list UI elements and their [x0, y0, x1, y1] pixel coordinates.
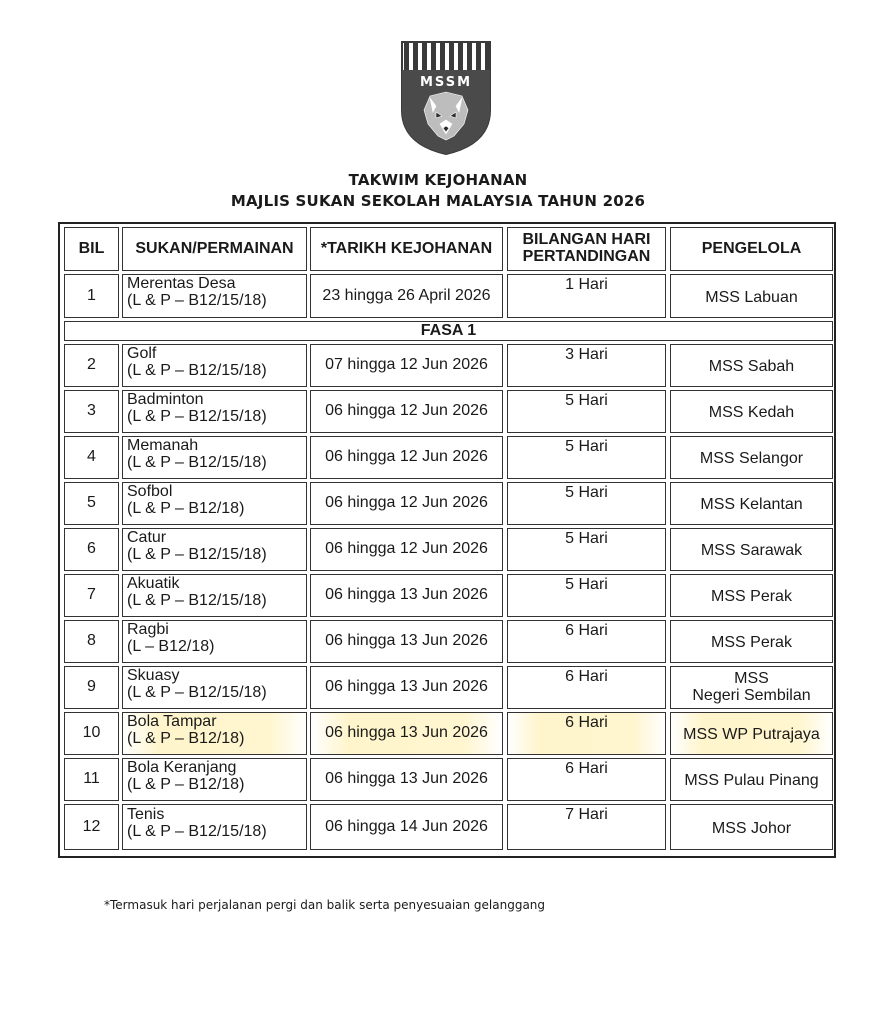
cell-tarikh: 06 hingga 13 Jun 2026 — [310, 758, 503, 801]
cell-pengelola — [670, 390, 833, 433]
cell-bil: 3 — [64, 390, 119, 433]
sport-category: (L & P – B12/15/18) — [127, 591, 267, 609]
cell-pengelola — [670, 758, 833, 801]
pengelola-text: MSS Johor — [711, 819, 792, 837]
cell-bil: 7 — [64, 574, 119, 617]
cell-tarikh: 06 hingga 13 Jun 2026 — [310, 574, 503, 617]
header-tarikh: *TARIKH KEJOHANAN — [310, 227, 503, 271]
cell-sukan — [122, 620, 307, 663]
cell-pengelola — [670, 436, 833, 479]
cell-hari: 6 Hari — [507, 712, 666, 755]
cell-tarikh: 06 hingga 12 Jun 2026 — [310, 528, 503, 571]
cell-pengelola — [670, 666, 833, 709]
cell-tarikh: 07 hingga 12 Jun 2026 — [310, 344, 503, 387]
cell-sukan — [122, 436, 307, 479]
sport-name: Tenis — [127, 806, 165, 824]
cell-hari: 7 Hari — [507, 804, 666, 850]
phase-label: FASA 1 — [64, 321, 833, 341]
cell-tarikh: 06 hingga 13 Jun 2026 — [310, 666, 503, 709]
cell-bil: 11 — [64, 758, 119, 801]
cell-tarikh: 23 hingga 26 April 2026 — [310, 274, 503, 318]
cell-hari: 5 Hari — [507, 574, 666, 617]
cell-bil: 5 — [64, 482, 119, 525]
header-pengelola: PENGELOLA — [670, 227, 833, 271]
cell-tarikh: 06 hingga 12 Jun 2026 — [310, 482, 503, 525]
pengelola-text: MSS — [734, 669, 769, 687]
cell-bil: 2 — [64, 344, 119, 387]
cell-hari: 5 Hari — [507, 436, 666, 479]
cell-tarikh: 06 hingga 14 Jun 2026 — [310, 804, 503, 850]
cell-sukan — [122, 666, 307, 709]
cell-pengelola — [670, 482, 833, 525]
cell-sukan — [122, 712, 307, 755]
sport-category: (L & P – B12/15/18) — [127, 361, 267, 379]
header-hari-line2: PERTANDINGAN — [522, 248, 651, 265]
pengelola-text: MSS Kedah — [708, 404, 795, 422]
pengelola-text: MSS Labuan — [705, 288, 798, 306]
cell-hari: 3 Hari — [507, 344, 666, 387]
cell-tarikh: 06 hingga 13 Jun 2026 — [310, 712, 503, 755]
cell-pengelola — [670, 620, 833, 663]
cell-bil: 9 — [64, 666, 119, 709]
sport-name: Skuasy — [127, 666, 180, 684]
cell-pengelola — [670, 804, 833, 850]
sport-category: (L & P – B12/15/18) — [127, 407, 267, 425]
cell-hari: 5 Hari — [507, 482, 666, 525]
mssm-logo — [400, 40, 492, 156]
sport-category: (L & P – B12/18) — [127, 775, 245, 793]
logo-text: MSSM — [419, 75, 473, 90]
document-subtitle: MAJLIS SUKAN SEKOLAH MALAYSIA TAHUN 2026 — [230, 192, 646, 210]
sport-name: Badminton — [127, 390, 204, 408]
cell-hari: 5 Hari — [507, 528, 666, 571]
pengelola-text: MSS Perak — [711, 634, 792, 652]
header-hari-line1: BILANGAN HARI — [522, 231, 651, 249]
sport-name: Memanah — [127, 436, 199, 454]
sport-category: (L & P – B12/15/18) — [127, 545, 267, 563]
document-title: TAKWIM KEJOHANAN — [348, 171, 528, 189]
pengelola-text: MSS Selangor — [699, 450, 804, 468]
sport-name: Bola Tampar — [127, 712, 217, 730]
cell-bil: 1 — [64, 274, 119, 318]
sport-name: Golf — [127, 344, 157, 362]
cell-pengelola — [670, 344, 833, 387]
sport-name: Catur — [127, 528, 167, 546]
pengelola-text: MSS Kelantan — [700, 496, 803, 514]
cell-bil: 10 — [64, 712, 119, 755]
sport-category: (L & P – B12/15/18) — [127, 683, 267, 701]
cell-sukan — [122, 344, 307, 387]
sport-category: (L & P – B12/15/18) — [127, 823, 267, 840]
pengelola-text: MSS WP Putrajaya — [683, 726, 820, 744]
cell-hari: 6 Hari — [507, 620, 666, 663]
header-hari — [507, 227, 666, 271]
cell-tarikh: 06 hingga 12 Jun 2026 — [310, 436, 503, 479]
cell-bil: 4 — [64, 436, 119, 479]
cell-sukan — [122, 528, 307, 571]
sport-name: Sofbol — [127, 482, 173, 500]
cell-bil: 6 — [64, 528, 119, 571]
cell-bil: 12 — [64, 804, 119, 850]
cell-hari: 5 Hari — [507, 390, 666, 433]
header-bil: BIL — [64, 227, 119, 271]
cell-tarikh: 06 hingga 13 Jun 2026 — [310, 620, 503, 663]
sport-category: (L & P – B12/18) — [127, 729, 245, 747]
cell-hari: 1 Hari — [507, 274, 666, 318]
cell-sukan — [122, 574, 307, 617]
pengelola-text: MSS Sabah — [708, 358, 795, 376]
cell-tarikh: 06 hingga 12 Jun 2026 — [310, 390, 503, 433]
cell-hari: 6 Hari — [507, 666, 666, 709]
cell-sukan — [122, 390, 307, 433]
sport-category: (L & P – B12/15/18) — [127, 292, 267, 309]
cell-sukan — [122, 804, 307, 850]
pengelola-text: MSS Perak — [711, 588, 792, 606]
sport-category: (L & P – B12/18) — [127, 499, 245, 517]
sport-name: Akuatik — [127, 574, 180, 592]
cell-bil: 8 — [64, 620, 119, 663]
sport-category: (L & P – B12/15/18) — [127, 453, 267, 471]
cell-hari: 6 Hari — [507, 758, 666, 801]
cell-pengelola — [670, 712, 833, 755]
pengelola-text: MSS Sarawak — [700, 542, 803, 560]
header-sukan: SUKAN/PERMAINAN — [122, 227, 307, 271]
pengelola-text-line2: Negeri Sembilan — [692, 686, 811, 704]
sport-name: Bola Keranjang — [127, 758, 237, 776]
schedule-table — [58, 222, 836, 858]
cell-pengelola — [670, 574, 833, 617]
sport-name: Ragbi — [127, 620, 169, 638]
cell-pengelola — [670, 528, 833, 571]
sport-category: (L – B12/18) — [127, 637, 215, 655]
cell-sukan — [122, 274, 307, 318]
cell-pengelola — [670, 274, 833, 318]
cell-sukan — [122, 758, 307, 801]
pengelola-text: MSS Pulau Pinang — [684, 772, 819, 790]
sport-name: Merentas Desa — [127, 275, 236, 293]
cell-sukan — [122, 482, 307, 525]
footnote: *Termasuk hari perjalanan pergi dan balik serta penyesuaian gelanggang — [104, 898, 546, 912]
